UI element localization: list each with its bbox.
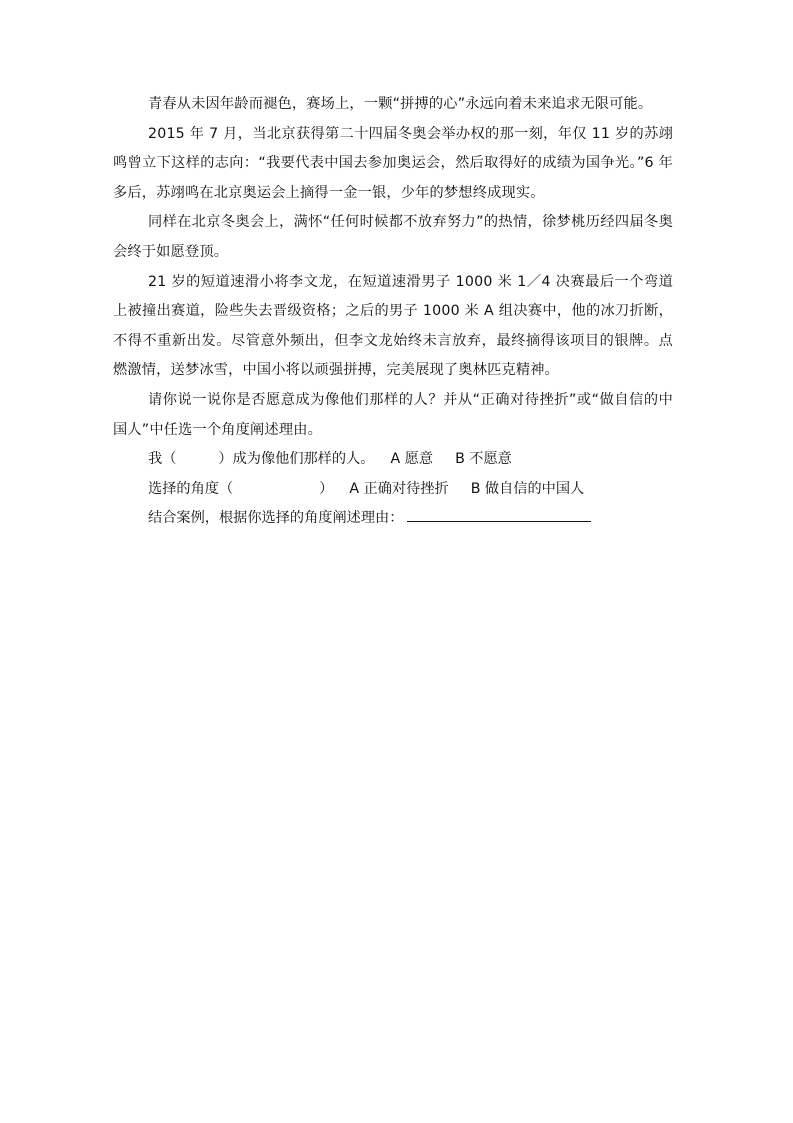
option-willing-b: B 不愿意: [455, 451, 512, 468]
question-willing-line: [113, 445, 673, 475]
document-page: [113, 90, 673, 534]
question-angle-prefix: 选择的角度（: [148, 480, 234, 497]
question-angle-suffix: ）: [319, 480, 334, 497]
option-willing-a: A 愿意: [390, 451, 434, 468]
paragraph-xu-mengtao: 同样在北京冬奥会上，满怀“任何时候都不放弃努力”的热情，徐梦桃历经四届冬奥会终于如愿登顶。: [113, 214, 673, 260]
paragraph-question-prompt: 请你说一说你是否愿意成为像他们那样的人？并从“正确对待挫折”或“做自信的中国人”中任选一个角度阐述理由。: [113, 391, 673, 438]
reason-answer-line[interactable]: [407, 507, 591, 522]
question-angle-line: [113, 475, 673, 505]
question-willing-prefix: 我（: [148, 451, 177, 468]
question-willing-suffix: ）成为像他们那样的人。: [218, 451, 375, 468]
question-reason-line: [113, 504, 673, 534]
question-reason-label: 结合案例，根据你选择的角度阐述理由：: [148, 510, 404, 527]
paragraph-su-yiming: 2015 年 7 月，当北京获得第二十四届冬奥会举办权的那一刻，年仅 11 岁的苏翊鸣曾立下这样的志向：“我要代表中国去参加奥运会，然后取得好的成绩为国争光。”6 年多后，苏翊鸣在北京奥运会上摘得一金一银，少年的梦想终成现实。: [113, 125, 673, 201]
paragraph-li-wenlong: 21 岁的短道速滑小将李文龙，在短道速滑男子 1000 米 1／4 决赛最后一个弯道上被撞出赛道，险些失去晋级资格；之后的男子 1000 米 A 组决赛中，他的冰刀折断，不得不重新出发。尽管意外频出，但李文龙始终未言放弃，最终摘得该项目的银牌。点燃激情，送梦冰雪，中国小将以顽强拼搏，完美展现了奥林匹克精神。: [113, 273, 673, 379]
paragraph-intro: 青春从未因年龄而褪色，赛场上，一颗“拼搏的心”永远向着未来追求无限可能。: [148, 96, 653, 112]
option-angle-b: B 做自信的中国人: [470, 480, 585, 497]
option-angle-a: A 正确对待挫折: [349, 480, 449, 497]
